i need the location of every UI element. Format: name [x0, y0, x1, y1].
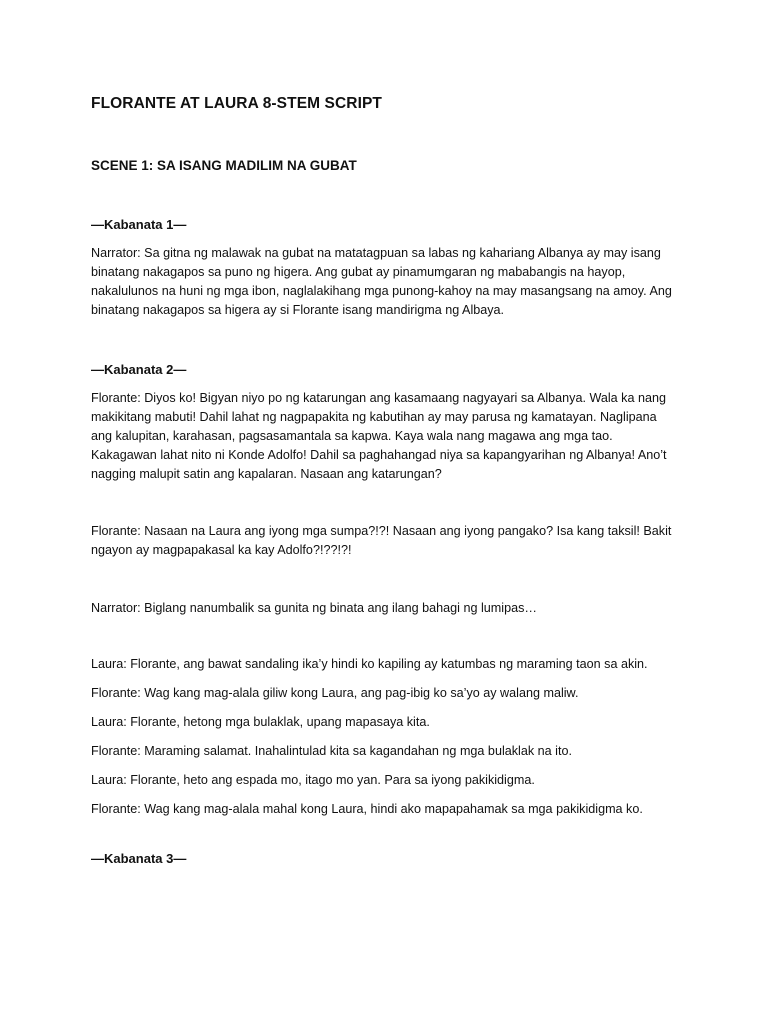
document-body [91, 93, 681, 868]
narration-paragraph: Narrator: Biglang nanumbalik sa gunita ng binata ang ilang bahagi ng lumipas… [91, 601, 537, 615]
narration-paragraph: Narrator: Sa gitna ng malawak na gubat na matatagpuan sa labas ng kahariang Albanya ay may isang binatang nakagapos sa puno ng higera. Ang gubat ay pinamumgaran ng mababangis na hayop, nakalulunos na huni ng mga ibon, naglalakihang mga punong-kahoy na may masangsang na amoy. Ang binatang nakagapos sa higera ay si Florante isang mandirigma ng Albaya. [91, 246, 672, 317]
scene-heading: SCENE 1: SA ISANG MADILIM NA GUBAT [91, 158, 357, 173]
dialogue-line: Laura: Florante, hetong mga bulaklak, upang mapasaya kita. [91, 715, 430, 729]
dialogue-line: Florante: Wag kang mag-alala mahal kong Laura, hindi ako mapapahamak sa mga pakikidigma ko. [91, 802, 643, 816]
chapter-heading-3: —Kabanata 3— [91, 851, 187, 866]
chapter-heading-1: —Kabanata 1— [91, 217, 187, 232]
document-title: FLORANTE AT LAURA 8-STEM SCRIPT [91, 95, 382, 112]
dialogue-line: Florante: Maraming salamat. Inahalintulad kita sa kagandahan ng mga bulaklak na ito. [91, 744, 572, 758]
dialogue-block [91, 655, 681, 819]
dialogue-line: Laura: Florante, ang bawat sandaling ika’y hindi ko kapiling ay katumbas ng maraming taon sa akin. [91, 657, 648, 671]
dialogue-paragraph: Florante: Diyos ko! Bigyan niyo po ng katarungan ang kasamaang nagyayari sa Albanya. Wala ka nang makikitang mabuti! Dahil lahat ng nagpapakita ng kabutihan ay may parusa ng kamatayan. Naglipana ang kalupitan, karahasan, pagsasamantala sa kapwa. Kaya wala nang magawa ang mga tao. Kakagawan lahat nito ni Konde Adolfo! Dahil sa paghahangad niya sa kapangyarihan ng Albanya! Ano’t nagging malupit satin ang kapalaran. Nasaan ang katarungan? [91, 391, 667, 481]
dialogue-line: Laura: Florante, heto ang espada mo, itago mo yan. Para sa iyong pakikidigma. [91, 773, 535, 787]
chapter-heading-2: —Kabanata 2— [91, 362, 187, 377]
dialogue-line: Florante: Wag kang mag-alala giliw kong Laura, ang pag-ibig ko sa’yo ay walang maliw. [91, 686, 579, 700]
dialogue-paragraph: Florante: Nasaan na Laura ang iyong mga sumpa?!?! Nasaan ang iyong pangako? Isa kang taksil! Bakit ngayon ay magpapakasal ka kay Adolfo?!??!?! [91, 524, 672, 557]
